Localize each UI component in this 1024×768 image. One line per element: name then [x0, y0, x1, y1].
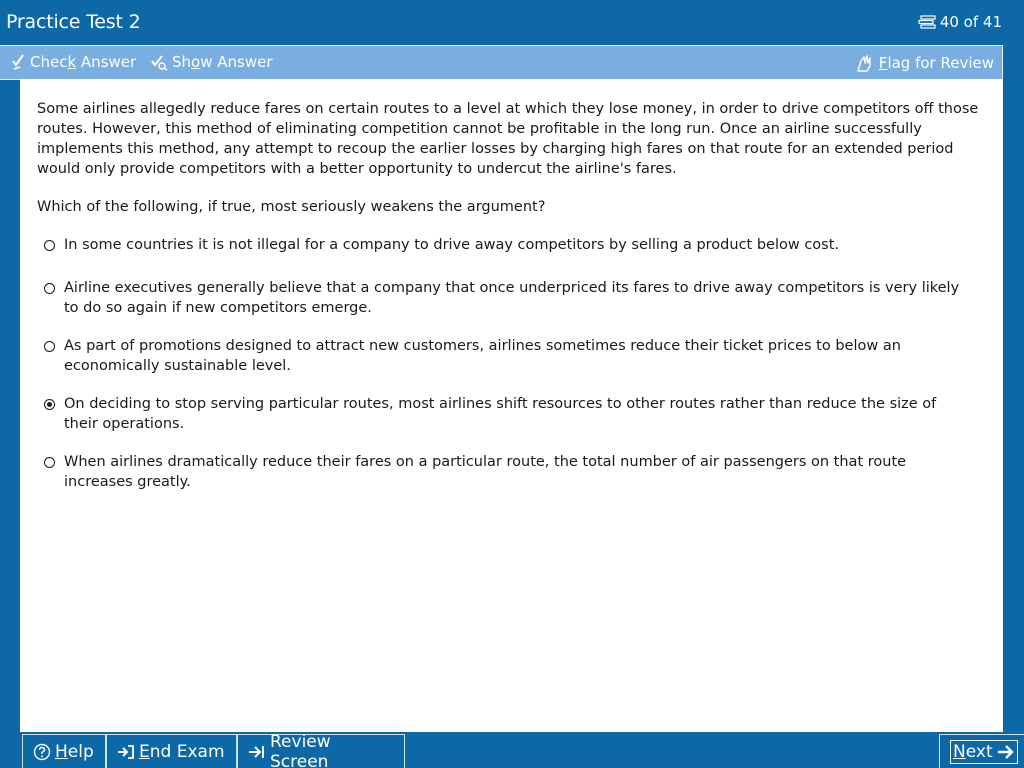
window-title: Practice Test 2 — [6, 11, 141, 33]
help-label: Help — [55, 741, 94, 762]
next-label: Next — [953, 741, 993, 762]
counter-text: 40 of 41 — [939, 13, 1002, 31]
flag-for-review-button[interactable] — [855, 53, 994, 73]
question-panel — [20, 79, 1003, 732]
question-counter — [918, 13, 1002, 31]
answer-option-text: On deciding to stop serving particular routes, most airlines shift resources to other routes rather than reduce the size of their operations. — [64, 396, 937, 432]
question-stimulus: Some airlines allegedly reduce fares on certain routes to a level at which they lose money, in order to drive competitors off those routes. However, this method of eliminating competition cannot be profitable in the long run. Once an airline successfully implements this method, any attempt to recoup the earlier losses by charging high fares on that route for an extended period would only provide competitors with a better opportunity to undercut the airline's fares. — [37, 101, 979, 177]
list-icon — [918, 15, 936, 29]
next-button-inner — [950, 740, 1018, 764]
radio-button-d[interactable] — [44, 399, 55, 410]
check-answer-button[interactable] — [10, 53, 136, 71]
answer-option-text: As part of promotions designed to attract new customers, airlines sometimes reduce their ticket prices to below an economically sustainable level. — [64, 338, 901, 374]
answer-option-text: In some countries it is not illegal for a company to drive away competitors by selling a product below cost. — [64, 237, 840, 253]
flag-hand-icon — [855, 53, 875, 73]
bottom-bar — [0, 732, 1024, 768]
next-button[interactable] — [939, 734, 1024, 768]
radio-button-c[interactable] — [44, 341, 55, 352]
end-exam-button[interactable] — [106, 734, 237, 768]
end-exam-label: End Exam — [139, 741, 225, 762]
radio-button-b[interactable] — [44, 283, 55, 294]
show-answer-label: Show Answer — [172, 53, 273, 71]
answer-option-d[interactable] — [44, 394, 974, 434]
review-screen-button[interactable] — [237, 731, 405, 768]
answer-option-text: Airline executives generally believe that a company that once underpriced its fares to drive away competitors is very likely to do so again if new competitors emerge. — [64, 280, 960, 316]
answer-option-a[interactable] — [44, 235, 974, 255]
show-answer-button[interactable] — [150, 53, 273, 71]
answer-option-e[interactable] — [44, 452, 974, 492]
show-answer-icon — [150, 53, 168, 71]
next-arrow-icon — [997, 744, 1015, 760]
review-screen-label: Review Screen — [270, 731, 331, 768]
title-bar — [0, 0, 1024, 44]
answer-option-text: When airlines dramatically reduce their fares on a particular route, the total number of air passengers on that route increases greatly. — [64, 454, 907, 490]
radio-button-e[interactable] — [44, 457, 55, 468]
review-screen-icon — [248, 744, 266, 760]
help-icon — [33, 743, 51, 761]
answer-option-c[interactable] — [44, 336, 974, 376]
check-answer-label: Check Answer — [30, 53, 137, 71]
check-answer-icon — [10, 53, 26, 71]
question-stem: Which of the following, if true, most seriously weakens the argument? — [37, 199, 546, 215]
flag-for-review-label: Flag for Review — [878, 54, 994, 72]
answer-options — [44, 235, 974, 492]
radio-button-a[interactable] — [44, 240, 55, 251]
help-button[interactable] — [22, 734, 106, 768]
toolbar — [0, 45, 1003, 80]
end-exam-icon — [117, 744, 135, 760]
answer-option-b[interactable] — [44, 278, 974, 318]
